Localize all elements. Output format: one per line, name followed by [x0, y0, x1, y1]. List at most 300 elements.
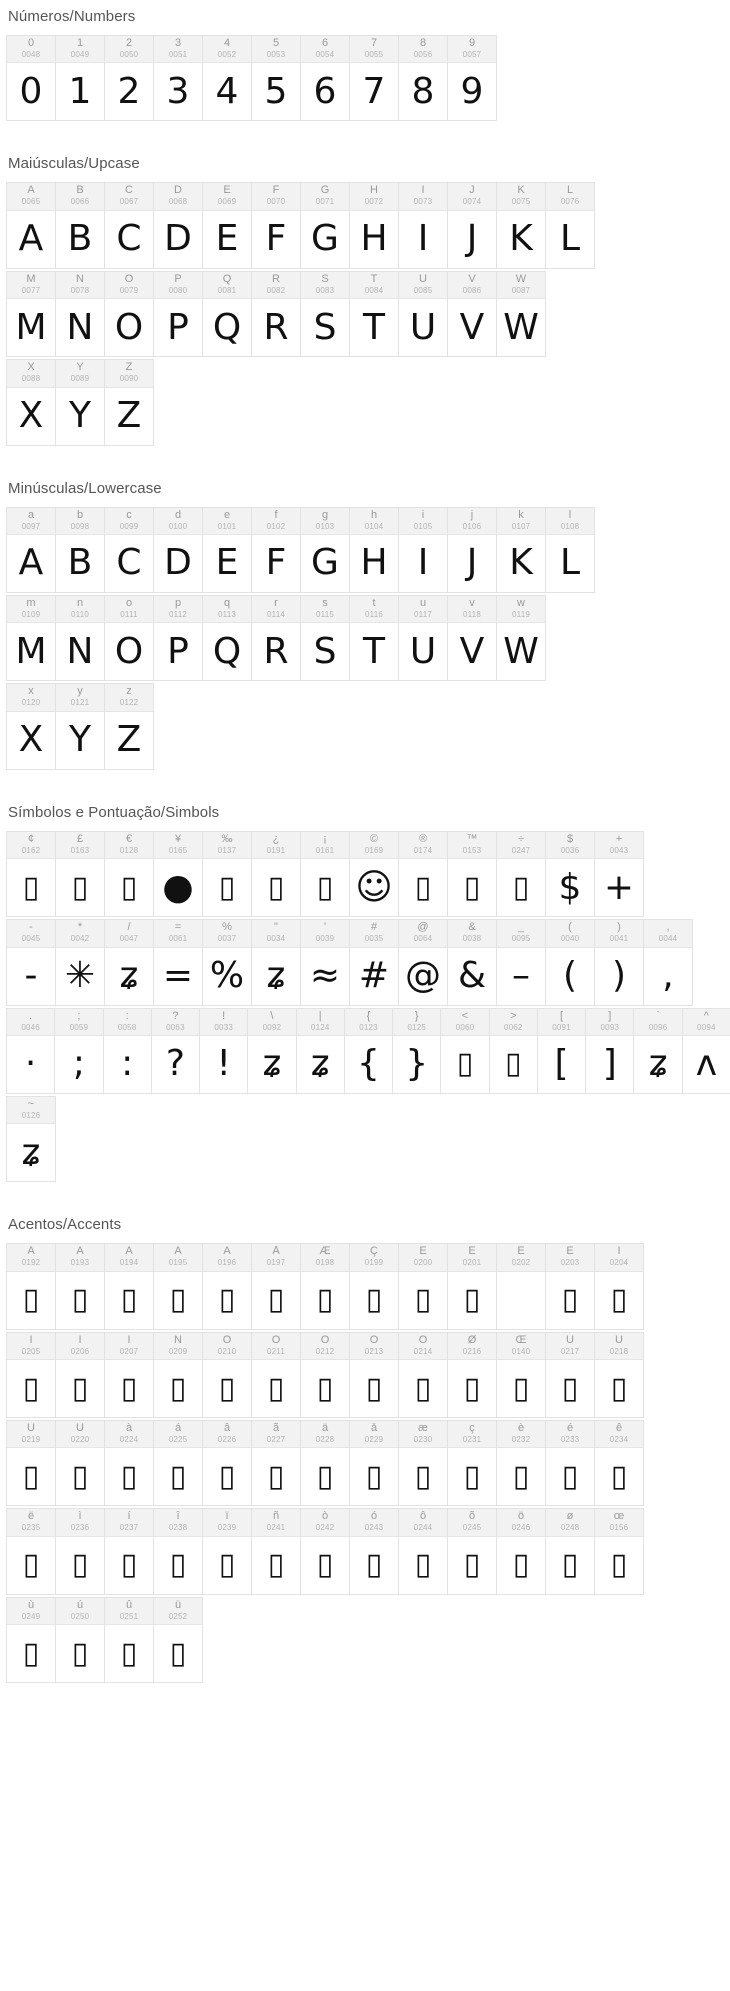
glyph-cell[interactable] [251, 1508, 301, 1594]
glyph-cell[interactable] [153, 1243, 203, 1329]
glyph-header [203, 36, 251, 63]
glyph-cell[interactable] [594, 1332, 644, 1418]
glyph-cell[interactable] [349, 271, 399, 357]
glyph-sample: & [457, 955, 487, 997]
glyph-cell[interactable] [251, 919, 301, 1005]
glyph-character-label: f [274, 509, 278, 521]
glyph-cell[interactable] [104, 1332, 154, 1418]
glyph-cell[interactable] [247, 1008, 296, 1094]
glyph-code-label: 0105 [413, 521, 433, 531]
glyph-cell[interactable] [251, 507, 301, 593]
glyph-cell[interactable] [300, 271, 350, 357]
glyph-cell[interactable] [496, 1508, 546, 1594]
glyph-sample: ▯ [561, 1370, 579, 1406]
glyph-cell[interactable] [55, 35, 105, 121]
glyph-header [203, 920, 251, 947]
glyph-sample: ▯ [169, 1282, 187, 1318]
glyph-sample: D [164, 218, 192, 260]
glyph-cell[interactable] [300, 1243, 350, 1329]
glyph-cell[interactable] [104, 1597, 154, 1683]
glyph-code-label: 0192 [21, 1258, 41, 1268]
glyph-cell[interactable] [202, 919, 252, 1005]
glyph-cell[interactable] [104, 1508, 154, 1594]
glyph-header [497, 183, 545, 210]
glyph-code-label: 0197 [266, 1258, 286, 1268]
glyph-cell[interactable] [6, 919, 56, 1005]
glyph-character-label: ! [222, 1010, 226, 1022]
glyph-sample: ▯ [414, 1458, 432, 1494]
glyph-header [56, 183, 104, 210]
section-title: Minúsculas/Lowercase [8, 479, 162, 497]
glyph-cell[interactable] [104, 831, 154, 917]
glyph-cell[interactable] [104, 1420, 154, 1506]
glyph-cell[interactable] [349, 919, 399, 1005]
glyph-sample: ▯ [365, 1282, 383, 1318]
glyph-sample: ▯ [365, 1547, 383, 1583]
glyph-header [538, 1009, 585, 1036]
glyph-header [252, 1333, 300, 1360]
glyph-cell[interactable] [55, 1243, 105, 1329]
glyph-cell[interactable] [251, 1332, 301, 1418]
glyph-code-label: 0037 [217, 934, 237, 944]
glyph-header [546, 508, 594, 535]
glyph-character-label: ú [76, 1599, 84, 1611]
glyph-sample: ▯ [561, 1458, 579, 1494]
glyph-sample: ▯ [218, 869, 236, 905]
glyph-code-label: 0049 [70, 50, 90, 59]
glyph-cell[interactable] [55, 919, 105, 1005]
glyph-sample: A [18, 542, 44, 584]
glyph-cell[interactable] [6, 831, 56, 917]
glyph-cell[interactable] [398, 35, 448, 121]
glyph-cell[interactable] [349, 35, 399, 121]
glyph-code-label: 0098 [70, 521, 90, 531]
glyph-cell[interactable] [296, 1008, 345, 1094]
glyph-cell[interactable] [349, 831, 399, 917]
glyph-header [448, 272, 496, 299]
glyph-sample: 8 [411, 70, 435, 112]
glyph-cell[interactable] [496, 1420, 546, 1506]
glyph-cell[interactable] [202, 1243, 252, 1329]
glyph-character-label: v [469, 597, 475, 609]
glyph-character-label: @ [417, 922, 429, 934]
glyph-cell[interactable] [55, 271, 105, 357]
glyph-cell[interactable] [6, 359, 56, 445]
glyph-cell[interactable] [153, 507, 203, 593]
glyph-cell[interactable] [6, 1332, 56, 1418]
glyph-cell[interactable] [202, 507, 252, 593]
glyph-cell[interactable] [545, 919, 595, 1005]
glyph-cell[interactable] [55, 683, 105, 769]
glyph-character-label: s [322, 597, 328, 609]
glyph-character-label: ' [323, 922, 327, 934]
glyph-sample: U [409, 306, 437, 348]
glyph-sample: ▯ [316, 1282, 334, 1318]
glyph-cell[interactable] [251, 595, 301, 681]
glyph-cell[interactable] [545, 831, 595, 917]
glyph-code-label: 0079 [119, 285, 139, 295]
glyph-sample: ▯ [120, 1635, 138, 1671]
glyph-cell[interactable] [153, 1420, 203, 1506]
glyph-cell[interactable] [349, 1332, 399, 1418]
glyph-cell[interactable] [55, 595, 105, 681]
glyph-cell[interactable] [202, 1508, 252, 1594]
glyph-cell[interactable] [398, 831, 448, 917]
glyph-cell[interactable] [545, 1332, 595, 1418]
glyph-header [301, 508, 349, 535]
glyph-cell[interactable] [447, 831, 497, 917]
glyph-character-label: ¢ [27, 833, 35, 845]
glyph-cell[interactable] [199, 1008, 248, 1094]
glyph-cell[interactable] [447, 1508, 497, 1594]
glyph-cell[interactable] [585, 1008, 634, 1094]
glyph-cell[interactable] [496, 507, 546, 593]
glyph-code-label: 0060 [455, 1022, 475, 1032]
glyph-header [448, 832, 496, 859]
glyph-cell[interactable] [344, 1008, 393, 1094]
glyph-code-label: 0137 [217, 845, 237, 855]
glyph-cell[interactable] [6, 1420, 56, 1506]
glyph-cell[interactable] [251, 182, 301, 268]
glyph-cell[interactable] [398, 182, 448, 268]
glyph-cell[interactable] [104, 683, 154, 769]
glyph-cell[interactable] [300, 1332, 350, 1418]
glyph-cell[interactable] [151, 1008, 200, 1094]
glyph-header [56, 684, 104, 711]
glyph-character-label: ® [418, 833, 428, 845]
glyph-cell[interactable] [398, 271, 448, 357]
glyph-cell[interactable] [594, 831, 644, 917]
glyph-cell[interactable] [251, 271, 301, 357]
glyph-sample: ▯ [71, 1282, 89, 1318]
glyph-cell[interactable] [104, 1243, 154, 1329]
glyph-cell[interactable] [594, 919, 644, 1005]
glyph-sample: 3 [166, 70, 190, 112]
glyph-cell[interactable] [496, 182, 546, 268]
glyph-header [105, 596, 153, 623]
glyph-cell[interactable] [300, 831, 350, 917]
glyph-cell[interactable] [55, 1597, 105, 1683]
glyph-code-label: 0073 [413, 197, 433, 207]
glyph-cell[interactable] [633, 1008, 682, 1094]
glyph-cell[interactable] [202, 1332, 252, 1418]
glyph-cell[interactable] [489, 1008, 538, 1094]
glyph-character-label: L [566, 185, 574, 197]
glyph-character-label: Æ [319, 1246, 331, 1258]
glyph-sample: W [503, 306, 539, 348]
glyph-cell[interactable] [6, 35, 56, 121]
glyph-cell[interactable] [153, 182, 203, 268]
glyph-cell[interactable] [153, 1508, 203, 1594]
glyph-header [105, 272, 153, 299]
glyph-character-label: : [125, 1010, 129, 1022]
glyph-header [56, 1333, 104, 1360]
glyph-cell[interactable] [6, 1508, 56, 1594]
glyph-cell[interactable] [440, 1008, 489, 1094]
glyph-cell[interactable] [300, 595, 350, 681]
glyph-cell[interactable] [104, 182, 154, 268]
glyph-cell[interactable] [398, 507, 448, 593]
glyph-cell[interactable] [153, 35, 203, 121]
glyph-character-label: ù [27, 1599, 35, 1611]
glyph-sample: X [18, 395, 44, 437]
glyph-character-label: u [419, 597, 427, 609]
glyph-cell[interactable] [349, 1243, 399, 1329]
glyph-character-label: Ü [76, 1423, 84, 1435]
glyph-sample: Z [116, 395, 142, 437]
glyph-cell[interactable] [55, 1420, 105, 1506]
glyph-cell[interactable] [545, 507, 595, 593]
glyph-cell[interactable] [594, 1508, 644, 1594]
glyph-code-label: 0203 [560, 1258, 580, 1268]
glyph-code-label: 0115 [315, 609, 334, 619]
glyph-cell[interactable] [300, 507, 350, 593]
glyph-cell[interactable] [202, 595, 252, 681]
glyph-header [7, 920, 55, 947]
glyph-cell[interactable] [202, 831, 252, 917]
glyph-header [252, 183, 300, 210]
glyph-cell[interactable] [392, 1008, 441, 1094]
glyph-cell[interactable] [55, 1508, 105, 1594]
glyph-cell[interactable] [6, 182, 56, 268]
glyph-code-label: 0035 [364, 934, 384, 944]
glyph-cell[interactable] [682, 1008, 730, 1094]
glyph-cell[interactable] [202, 271, 252, 357]
glyph-cell[interactable] [447, 595, 497, 681]
glyph-header [350, 183, 398, 210]
glyph-cell[interactable] [300, 919, 350, 1005]
glyph-cell[interactable] [537, 1008, 586, 1094]
glyph-character-label: n [76, 597, 84, 609]
glyph-character-label: , [666, 922, 670, 934]
glyph-header [105, 36, 153, 63]
glyph-cell[interactable] [153, 831, 203, 917]
glyph-cell[interactable] [6, 1008, 55, 1094]
glyph-code-label: 0074 [462, 197, 482, 207]
glyph-cell[interactable] [594, 1243, 644, 1329]
glyph-row [6, 919, 730, 1005]
glyph-cell[interactable] [6, 1096, 56, 1182]
glyph-cell[interactable] [55, 507, 105, 593]
glyph-sample: I [417, 542, 429, 584]
glyph-code-label: 0216 [462, 1346, 482, 1356]
glyph-cell[interactable] [398, 1508, 448, 1594]
glyph-sample: K [509, 218, 533, 260]
glyph-character-label: ? [172, 1010, 179, 1022]
glyph-cell[interactable] [153, 1332, 203, 1418]
glyph-code-label: 0122 [119, 698, 139, 708]
glyph-code-label: 0039 [315, 934, 335, 944]
glyph-cell[interactable] [202, 35, 252, 121]
glyph-cell[interactable] [398, 1420, 448, 1506]
glyph-cell[interactable] [300, 182, 350, 268]
glyph-cell[interactable] [55, 359, 105, 445]
glyph-sample: ● [162, 866, 194, 908]
glyph-cell[interactable] [103, 1008, 152, 1094]
glyph-sample: ▯ [169, 1547, 187, 1583]
glyph-sample: ▯ [120, 1458, 138, 1494]
glyph-character-label: Ø [467, 1334, 477, 1346]
glyph-character-label: ` [656, 1010, 660, 1022]
glyph-row [6, 683, 730, 769]
glyph-character-label: R [272, 273, 280, 285]
glyph-sample: ▯ [463, 1547, 481, 1583]
glyph-cell[interactable] [6, 595, 56, 681]
glyph-sample: P [167, 306, 189, 348]
glyph-character-label: X [27, 362, 35, 374]
glyph-cell[interactable] [447, 182, 497, 268]
glyph-header [546, 920, 594, 947]
glyph-cell[interactable] [349, 1420, 399, 1506]
glyph-header [203, 1244, 251, 1271]
glyph-code-label: 0071 [315, 197, 335, 207]
glyph-cell[interactable] [104, 595, 154, 681]
glyph-character-label: = [174, 922, 182, 934]
glyph-character-label: È [419, 1246, 427, 1258]
glyph-header [546, 1333, 594, 1360]
glyph-header [497, 508, 545, 535]
glyph-code-label: 0236 [70, 1523, 90, 1533]
glyph-cell[interactable] [447, 919, 497, 1005]
glyph-cell[interactable] [104, 35, 154, 121]
glyph-cell[interactable] [496, 919, 546, 1005]
glyph-cell[interactable] [349, 507, 399, 593]
glyph-cell[interactable] [251, 35, 301, 121]
glyph-character-label: e [223, 509, 231, 521]
glyph-header [350, 272, 398, 299]
glyph-code-label: 0109 [21, 609, 41, 619]
glyph-sample: ʑ [266, 955, 286, 997]
glyph-cell[interactable] [153, 271, 203, 357]
glyph-cell[interactable] [104, 507, 154, 593]
glyph-cell[interactable] [104, 359, 154, 445]
glyph-cell[interactable] [447, 1243, 497, 1329]
glyph-cell[interactable] [496, 1332, 546, 1418]
glyph-cell[interactable] [496, 1243, 546, 1329]
glyph-cell[interactable] [349, 1508, 399, 1594]
glyph-cell[interactable] [447, 35, 497, 121]
glyph-sample: ▯ [505, 1046, 522, 1082]
glyph-cell[interactable] [398, 595, 448, 681]
glyph-code-label: 0242 [315, 1523, 335, 1533]
glyph-cell[interactable] [398, 1243, 448, 1329]
glyph-cell[interactable] [398, 919, 448, 1005]
glyph-character-label: N [76, 273, 84, 285]
glyph-header [203, 596, 251, 623]
glyph-sample: ▯ [512, 1547, 530, 1583]
glyph-character-label: & [468, 922, 476, 934]
glyph-header [490, 1009, 537, 1036]
glyph-header [56, 36, 104, 63]
glyph-cell[interactable] [545, 1508, 595, 1594]
glyph-cell[interactable] [202, 182, 252, 268]
glyph-code-label: 0072 [364, 197, 384, 207]
glyph-sample: ) [611, 955, 627, 997]
glyph-header [399, 36, 447, 63]
glyph-cell[interactable] [104, 919, 154, 1005]
glyph-character-label: 2 [125, 38, 133, 49]
glyph-cell[interactable] [6, 271, 56, 357]
glyph-character-label: ö [517, 1511, 525, 1523]
glyph-cell[interactable] [54, 1008, 103, 1094]
glyph-header [448, 1421, 496, 1448]
glyph-cell[interactable] [349, 595, 399, 681]
glyph-cell[interactable] [447, 1332, 497, 1418]
glyph-cell[interactable] [349, 182, 399, 268]
glyph-cell[interactable] [251, 831, 301, 917]
glyph-code-label: 0033 [214, 1022, 233, 1032]
glyph-cell[interactable] [398, 1332, 448, 1418]
glyph-header [152, 1009, 199, 1036]
glyph-cell[interactable] [447, 507, 497, 593]
glyph-cell[interactable] [202, 1420, 252, 1506]
glyph-sample: ▯ [22, 1282, 40, 1318]
glyph-cell[interactable] [104, 271, 154, 357]
glyph-cell[interactable] [153, 595, 203, 681]
glyph-cell[interactable] [545, 182, 595, 268]
glyph-cell[interactable] [153, 1597, 203, 1683]
glyph-cell[interactable] [643, 919, 693, 1005]
section-title: Símbolos e Pontuação/Simbols [8, 803, 220, 821]
glyph-character-label: Ö [418, 1334, 428, 1346]
glyph-code-label: 0250 [70, 1611, 90, 1621]
section-uppercase [0, 147, 730, 461]
glyph-header [399, 920, 447, 947]
glyph-header [441, 1009, 488, 1036]
glyph-cell[interactable] [55, 831, 105, 917]
glyph-header [350, 920, 398, 947]
glyph-cell[interactable] [55, 1332, 105, 1418]
glyph-cell[interactable] [6, 1597, 56, 1683]
glyph-character-label: W [515, 273, 527, 285]
glyph-header [55, 1009, 102, 1036]
glyph-code-label: 0165 [168, 845, 188, 855]
glyph-cell[interactable] [545, 1243, 595, 1329]
glyph-cell[interactable] [300, 35, 350, 121]
glyph-cell[interactable] [447, 1420, 497, 1506]
glyph-character-label: ê [615, 1423, 623, 1435]
glyph-cell[interactable] [251, 1243, 301, 1329]
glyph-code-label: 0123 [359, 1022, 378, 1032]
glyph-header [393, 1009, 440, 1036]
glyph-cell[interactable] [545, 1420, 595, 1506]
glyph-code-label: 0206 [70, 1346, 90, 1356]
glyph-cell[interactable] [6, 683, 56, 769]
glyph-cell[interactable] [496, 271, 546, 357]
glyph-cell[interactable] [594, 1420, 644, 1506]
glyph-header [203, 272, 251, 299]
glyph-character-label: H [370, 185, 378, 197]
glyph-cell[interactable] [300, 1420, 350, 1506]
glyph-cell[interactable] [153, 919, 203, 1005]
glyph-sample: · [24, 1043, 37, 1085]
glyph-cell[interactable] [300, 1508, 350, 1594]
glyph-code-label: 0201 [462, 1258, 482, 1268]
glyph-character-label: ï [225, 1511, 229, 1523]
glyph-cell[interactable] [6, 507, 56, 593]
glyph-cell[interactable] [55, 182, 105, 268]
glyph-character-label: Ô [320, 1334, 330, 1346]
glyph-code-label: 0252 [168, 1611, 188, 1621]
glyph-character-label: © [369, 833, 379, 845]
glyph-cell[interactable] [6, 1243, 56, 1329]
glyph-header [105, 1244, 153, 1271]
glyph-cell[interactable] [496, 831, 546, 917]
glyph-cell[interactable] [496, 595, 546, 681]
glyph-character-label: Ï [127, 1334, 131, 1346]
glyph-cell[interactable] [447, 271, 497, 357]
glyph-cell[interactable] [251, 1420, 301, 1506]
